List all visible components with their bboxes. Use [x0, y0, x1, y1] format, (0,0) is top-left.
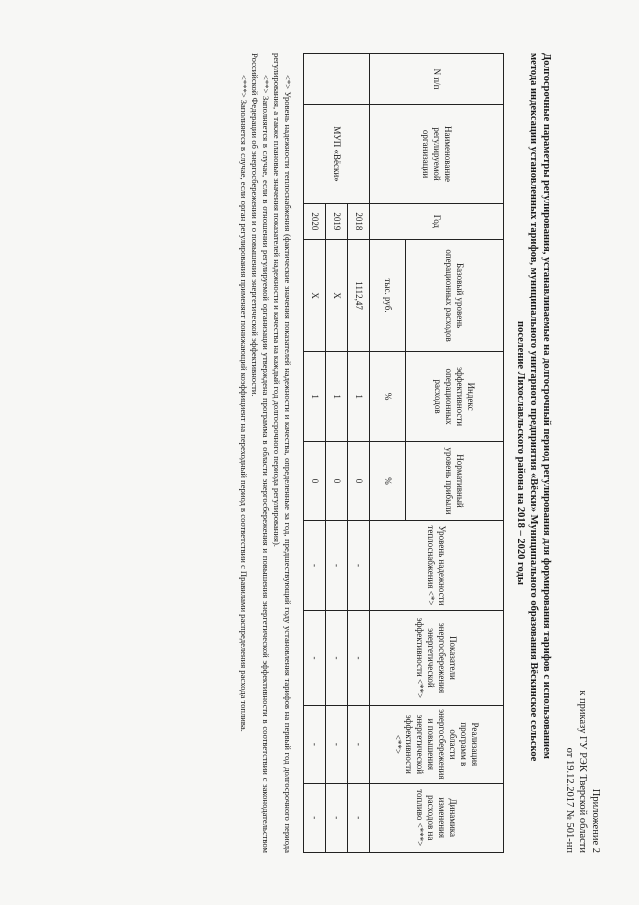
- unit-base: тыс. руб.: [369, 239, 405, 352]
- cell-program: -: [347, 705, 369, 782]
- cell-num: [303, 53, 369, 104]
- cell-energy: -: [325, 610, 347, 706]
- header-num: N п/п: [369, 53, 503, 104]
- parameters-table: [303, 53, 504, 853]
- cell-program: -: [325, 705, 347, 782]
- cell-profit: 0: [303, 441, 325, 520]
- header-profit: Нормативный уровень прибыли: [405, 441, 503, 520]
- title-line-1: Долгосрочные параметры регулирования, устанавливаемые на долгосрочный период регулирования для формирования тарифов с использованием: [540, 52, 552, 759]
- cell-fuel: -: [325, 783, 347, 853]
- header-reliability: Уровень надежности теплоснабжения <*>: [369, 520, 503, 609]
- footnote-fuel: <***> Заполняется в случае, если орган регулирования применяет понижающий коэффициент на переходный период в соответствии с Правилами распределения расхода топлива.: [238, 74, 249, 732]
- unit-profit: %: [369, 441, 405, 520]
- cell-year: 2020: [303, 203, 325, 239]
- title-line-2: метода индексации установленных тарифов, муниципального унитарного предприятия «Вёски» Муниципального образования Вёскинское сельское: [527, 52, 539, 761]
- footnotes: [238, 53, 293, 853]
- cell-fuel: -: [303, 783, 325, 853]
- header-org: Наименование регулируемой организации: [369, 104, 503, 203]
- unit-index: %: [369, 351, 405, 440]
- cell-profit: 0: [325, 441, 347, 520]
- cell-fuel: -: [347, 783, 369, 853]
- cell-index: 1: [325, 351, 347, 440]
- document-page: [20, 13, 620, 893]
- cell-reliability: -: [303, 520, 325, 609]
- cell-program: -: [303, 705, 325, 782]
- title-line-3: поселение Лихославльского района на 2018 – 2020 годы: [514, 320, 526, 585]
- cell-reliability: -: [325, 520, 347, 609]
- annex-header: [563, 53, 602, 853]
- cell-energy: -: [347, 610, 369, 706]
- cell-reliability: -: [347, 520, 369, 609]
- cell-profit: 0: [347, 441, 369, 520]
- document-title: [514, 53, 553, 853]
- cell-energy: -: [303, 610, 325, 706]
- cell-year: 2018: [347, 203, 369, 239]
- cell-index: 1: [347, 351, 369, 440]
- header-index: Индекс эффективности операционных расходов: [405, 351, 503, 440]
- footnote-energy-program: <**> Заполняется в случае, если в отношении регулируемой организации утверждена программа в области энергосбережения и повышения энергетической эффективности в соответствии с законодательством Российской Федерации об энергосбережении и о повышении энергетической эффективности.: [249, 52, 271, 853]
- cell-base: 1112,47: [347, 239, 369, 352]
- annex-order-date: от 19.12.2017 № 501-нп: [563, 747, 575, 853]
- header-base: Базовый уровень операционных расходов: [405, 239, 503, 352]
- footnote-reliability: <*> Уровень надежности теплоснабжения (фактические значения показателей надежности и качества, определенные за год, предшествующий году установления тарифов на первый год долгосрочного периода регулирования, а также плановые значения показателей надежности и качества на каждый год долгосрочного периода регулирования).: [271, 52, 293, 853]
- cell-year: 2019: [325, 203, 347, 239]
- cell-base: Х: [325, 239, 347, 352]
- header-row: [405, 53, 503, 852]
- annex-number: Приложение 2: [589, 788, 601, 853]
- header-fuel: Динамика изменения расходов на топливо <***>: [369, 783, 503, 853]
- header-year: Год: [369, 203, 503, 239]
- annex-order-ref: к приказу ГУ РЭК Тверской области: [576, 689, 588, 853]
- cell-index: 1: [303, 351, 325, 440]
- header-energy: Показатели энергосбережения энергетической эффективности <**>: [369, 610, 503, 706]
- cell-org: МУП «Вёски»: [303, 104, 369, 203]
- table-row: [347, 53, 369, 852]
- cell-base: Х: [303, 239, 325, 352]
- header-program: Реализация программ в области энергосбережения и повышения энергетической эффективности <**>: [369, 705, 503, 782]
